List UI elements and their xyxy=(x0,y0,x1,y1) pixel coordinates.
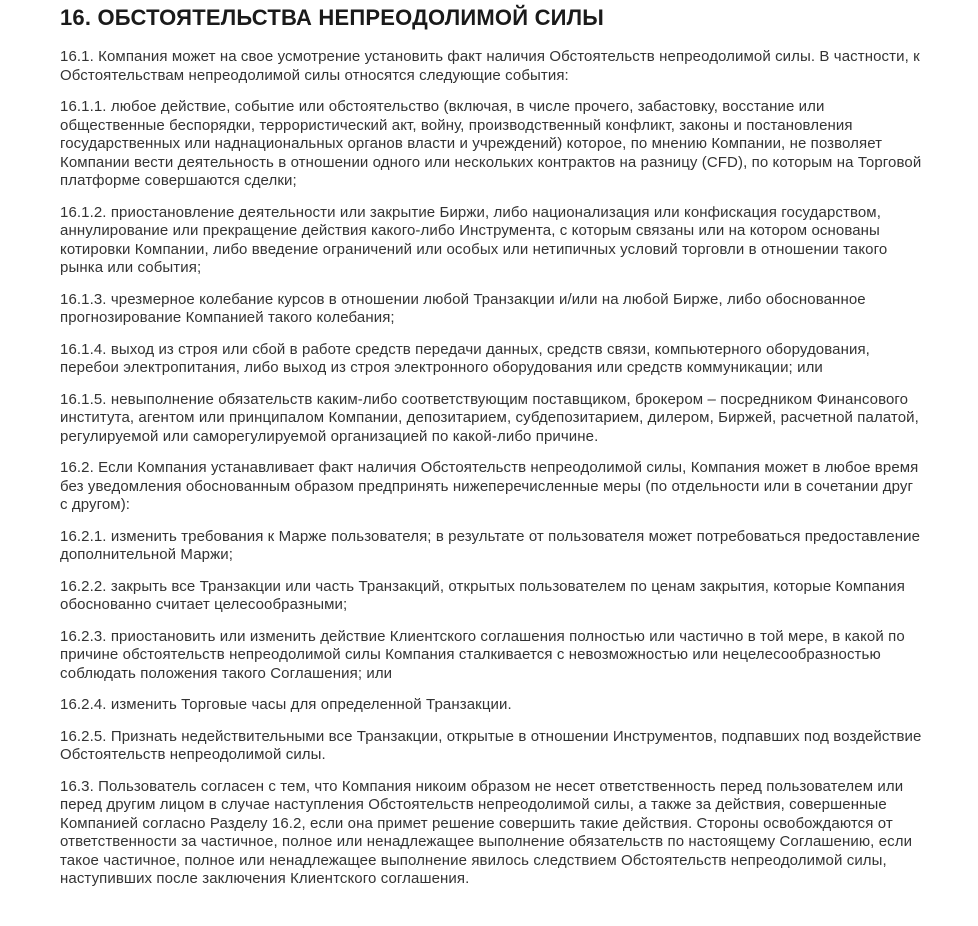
clause-16-2-1: 16.2.1. изменить требования к Марже пользователя; в результате от пользователя может потребоваться предоставление дополнительной Маржи; xyxy=(60,527,921,563)
clause-16-1-5: 16.1.5. невыполнение обязательств каким-либо соответствующим поставщиком, брокером – посредником Финансового института, агентом или принципалом Компании, депозитарием, субдепозитарием, дилером, Биржей, расчетной палатой, регулируемой или саморегулируемой организацией по какой-либо причине. xyxy=(60,390,919,445)
clause-16-1: 16.1. Компания может на свое усмотрение установить факт наличия Обстоятельств непреодолимой силы. В частности, к Обстоятельствам непреодолимой силы относятся следующие события: xyxy=(60,48,920,84)
clause-16-2-3: 16.2.3. приостановить или изменить действие Клиентского соглашения полностью или частично в той мере, в какой по причине обстоятельств непреодолимой силы Компания сталкивается с невозможностью или нецелесообразностью соблюдать положения такого Соглашения; или xyxy=(60,627,905,682)
clause-16-2: 16.2. Если Компания устанавливает факт наличия Обстоятельств непреодолимой силы, Компания может в любое время без уведомления обоснованным образом предпринять нижеперечисленные меры (по отдельности или в сочетании друг с другом): xyxy=(60,459,919,513)
clause-16-2-4: 16.2.4. изменить Торговые часы для определенной Транзакции. xyxy=(60,696,512,713)
clause-16-1-4: 16.1.4. выход из строя или сбой в работе средств передачи данных, средств связи, компьютерного оборудования, перебои электропитания, либо выход из строя электронного оборудования или средств коммуникации; или xyxy=(60,340,870,376)
clause-16-1-2: 16.1.2. приостановление деятельности или закрытие Биржи, либо национализация или конфискация государством, аннулирование или прекращение действия какого-либо Инструмента, с которым связаны или на котором основаны котировки Компании, либо введение ограничений или особых или нетипичных условий торговли в отношении такого рынка или события; xyxy=(60,203,888,276)
clause-16-1-1: 16.1.1. любое действие, событие или обстоятельство (включая, в числе прочего, забастовку, восстание или общественные беспорядки, террористический акт, войну, производственный конфликт, законы и постановления государственных или наднациональных органов власти и учреждений) которое, по мнению Компании, не позволяет Компании вести деятельность в отношении одного или нескольких контрактов на разницу (CFD), по которым на Торговой платформе совершаются сделки; xyxy=(60,98,922,189)
section-heading: 16. ОБСТОЯТЕЛЬСТВА НЕПРЕОДОЛИМОЙ СИЛЫ xyxy=(60,5,605,30)
clause-16-2-2: 16.2.2. закрыть все Транзакции или часть Транзакций, открытых пользователем по ценам закрытия, которые Компания обоснованно считает целесообразными; xyxy=(60,577,905,613)
clause-16-2-5: 16.2.5. Признать недействительными все Транзакции, открытые в отношении Инструментов, подпавших под воздействие Обстоятельств непреодолимой силы. xyxy=(60,727,922,763)
clause-16-1-3: 16.1.3. чрезмерное колебание курсов в отношении любой Транзакции и/или на любой Бирже, либо обоснованное прогнозирование Компанией такого колебания; xyxy=(60,290,866,326)
clause-16-3: 16.3. Пользователь согласен с тем, что Компания никоим образом не несет ответственность перед пользователем или перед другим лицом в случае наступления Обстоятельств непреодолимой силы, а также за действия, совершенные Компанией согласно Разделу 16.2, если она примет решение совершить такие действия. Стороны освобождаются от ответственности за частичное, полное или ненадлежащее выполнение обязательств по настоящему Соглашению, если такое частичное, полное или ненадлежащее выполнение явилось следствием Обстоятельств непреодолимой силы, наступивших после заключения Клиентского соглашения. xyxy=(60,777,913,887)
